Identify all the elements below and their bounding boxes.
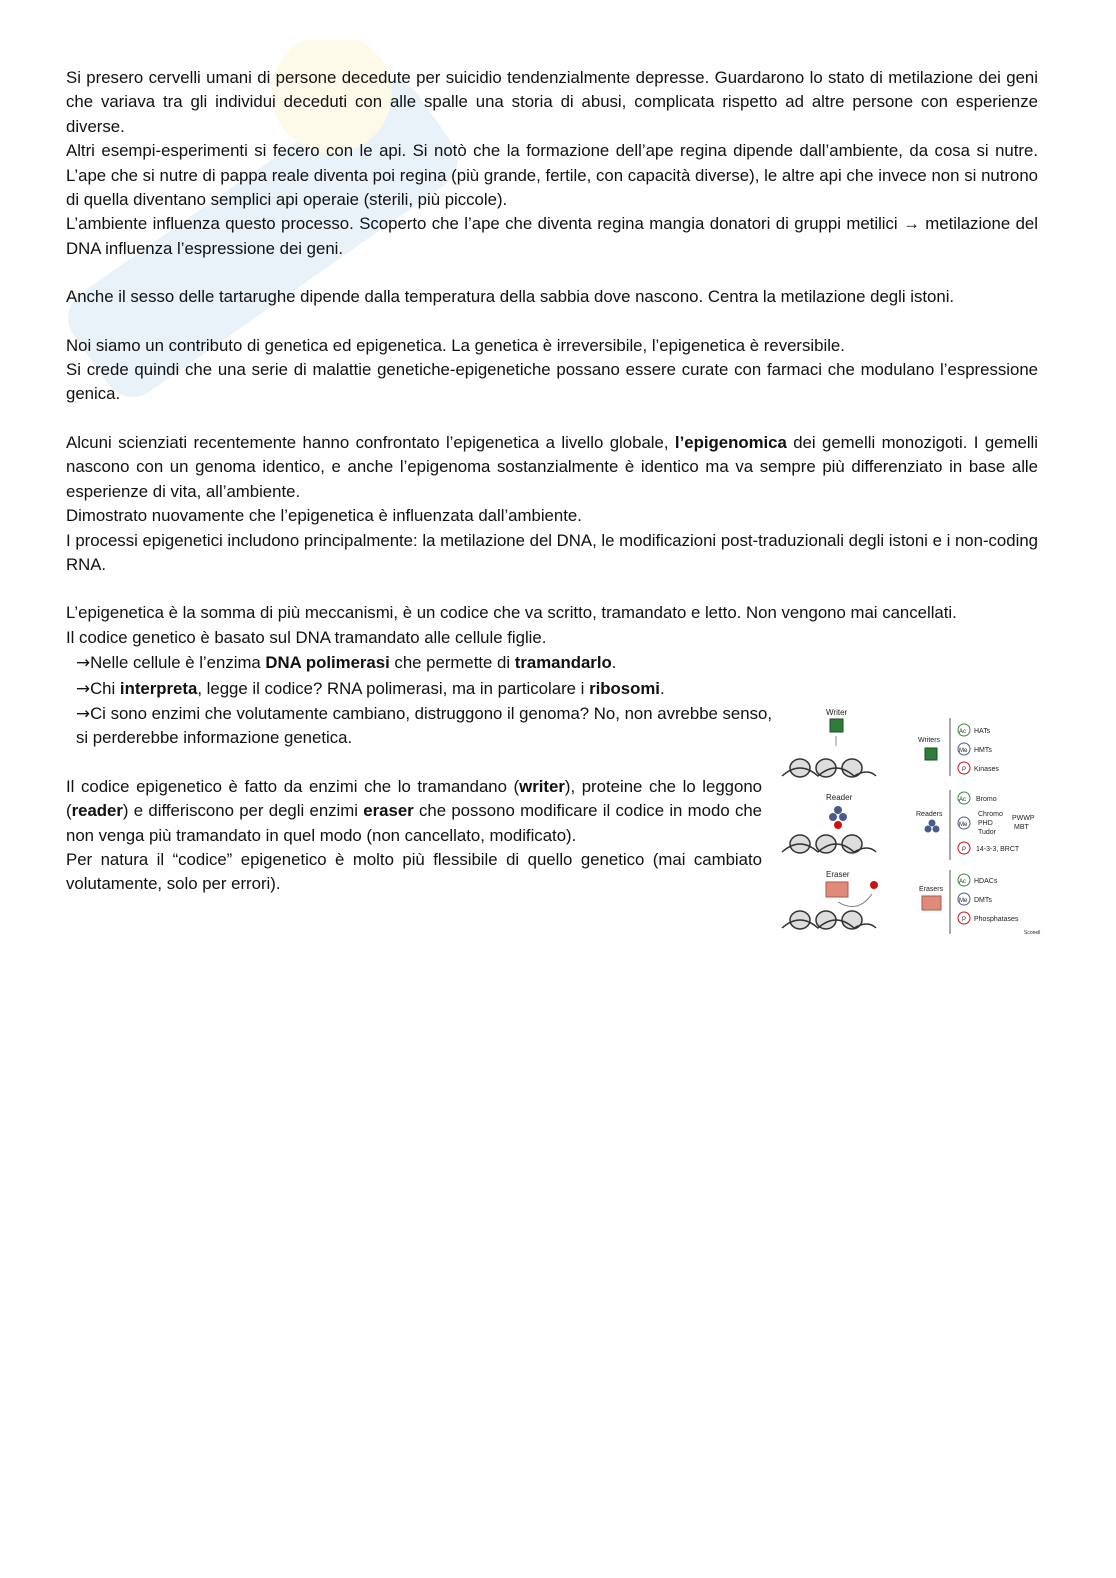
label-erasers: Erasers: [919, 886, 944, 893]
paragraph-processes: I processi epigenetici includono principalmente: la metilazione del DNA, le modificazioni post-traduzionali degli istoni e i non-coding RNA.: [66, 530, 1038, 574]
writer-reader-eraser-figure: [778, 704, 1050, 940]
paragraph-epigenetic-code: Il codice epigenetico è fatto da enzimi che lo tramandano (writer), proteine che lo leggono (reader) e differiscono per degli enzimi eraser che possono modificare il codice in modo che non venga più tramandato in quel modo (non cancellato, modificato).: [66, 776, 762, 845]
svg-text:Me: Me: [959, 898, 968, 904]
nucleosomes-reader-icon: [782, 835, 876, 853]
label-writers: Writers: [918, 737, 941, 744]
eraser-mark-icon: [870, 881, 878, 889]
bullet-ribosomes: →Chi interpreta, legge il codice? RNA polimerasi, ma in particolare i ribosomi.: [76, 677, 665, 698]
arrow-right-icon: →: [76, 677, 91, 698]
label-hdacs: HDACs: [974, 878, 998, 885]
reader-mark-icon: [834, 821, 842, 829]
label-brct: 14-3-3, BRCT: [976, 846, 1020, 853]
arrow-right-icon: →: [76, 702, 91, 723]
label-chromo: Chromo: [978, 811, 1003, 818]
eraser-enzyme-icon: [826, 882, 848, 897]
label-reader: Reader: [826, 793, 853, 802]
bullet-enzymes-genome: →Ci sono enzimi che volutamente cambiano, distruggono il genoma? No, non avrebbe senso, si perderebbe informazione genetica.: [76, 702, 772, 748]
readers-icon: [925, 820, 940, 833]
svg-text:P: P: [962, 917, 967, 923]
figure-svg: [778, 704, 1050, 940]
paragraph-diseases: Si crede quindi che una serie di malattie genetiche-epigenetiche possano essere curate con farmaci che modulano l’espressione genica.: [66, 360, 1038, 404]
paragraph-twins: Alcuni scienziati recentemente hanno confrontato l’epigenetica a livello globale, l’epigenomica dei gemelli monozigoti. I gemelli nascono con un genoma identico, e anche l’epigenoma sostanzialmente è identico ma va sempre più differenziato in base alle esperienze di vita, all’ambiente.: [66, 432, 1039, 501]
reader-protein-icon: [829, 806, 847, 821]
svg-text:Ac: Ac: [959, 879, 967, 885]
paragraph-genetic-code: Il codice genetico è basato sul DNA tramandato alle cellule figlie.: [66, 627, 547, 647]
nucleosomes-writer-icon: [782, 759, 876, 777]
svg-text:P: P: [962, 767, 967, 773]
label-readers: Readers: [916, 811, 943, 818]
svg-text:Ac: Ac: [959, 729, 967, 735]
svg-text:P: P: [962, 847, 967, 853]
label-tudor: Tudor: [978, 829, 997, 836]
label-phosphatases: Phosphatases: [974, 916, 1019, 923]
erasers-icon: [922, 896, 941, 910]
arrow-right-icon: →: [76, 652, 91, 673]
figure-credit: Sconell: [1024, 930, 1041, 936]
svg-text:Ac: Ac: [959, 797, 967, 803]
bullet-dna-polymerase: →Nelle cellule è l’enzima DNA polimerasi che permette di tramandarlo.: [76, 652, 617, 673]
paragraph-genetics-epigenetics: Noi siamo un contributo di genetica ed epigenetica. La genetica è irreversibile, l’epigenetica è reversibile.: [66, 335, 845, 355]
label-hats: HATs: [974, 728, 991, 735]
paragraph-demonstrated: Dimostrato nuovamente che l’epigenetica è influenzata dall’ambiente.: [66, 506, 582, 526]
nucleosomes-eraser-icon: [782, 911, 876, 929]
paragraph-environment: L’ambiente influenza questo processo. Scoperto che l’ape che diventa regina mangia donatori di gruppi metilici → metilazione del DNA influenza l’espressione dei geni.: [66, 214, 1038, 258]
svg-text:Me: Me: [959, 748, 968, 754]
writer-enzyme-icon: [830, 719, 843, 732]
label-kinases: Kinases: [974, 766, 999, 773]
svg-text:Me: Me: [959, 822, 968, 828]
label-bromo: Bromo: [976, 796, 997, 803]
paragraph-nature-code: Per natura il “codice” epigenetico è molto più flessibile di quello genetico (mai cambiato volutamente, solo per errori).: [66, 849, 762, 894]
label-eraser: Eraser: [826, 870, 850, 879]
label-pwwp: PWWP: [1012, 815, 1035, 822]
label-hmts: HMTs: [974, 747, 992, 754]
epigenomica-term: l’epigenomica: [674, 432, 787, 452]
label-phd: PHD: [978, 820, 993, 827]
label-writer: Writer: [826, 708, 848, 717]
paragraph-sum-mechanisms: L’epigenetica è la somma di più meccanismi, è un codice che va scritto, tramandato e letto. Non vengono mai cancellati.: [66, 603, 957, 623]
writers-icon: [925, 748, 937, 760]
label-dmts: DMTs: [974, 897, 992, 904]
paragraph-bees: Altri esempi-esperimenti si fecero con le api. Si notò che la formazione dell’ape regina dipende dall’ambiente, da cosa si nutre. L’ape che si nutre di pappa reale diventa poi regina (più grande, fertile, con capacità diverse), le altre api che invece non si nutrono di quella diventano semplici api operaie (sterili, più piccole).: [66, 141, 1038, 210]
label-mbt: MBT: [1014, 824, 1029, 831]
paragraph-suicide-study: Si presero cervelli umani di persone decedute per suicidio tendenzialmente depresse. Guardarono lo stato di metilazione dei geni che variava tra gli individui deceduti con alle spalle una storia di abusi, complicata rispetto ad altre persone con esperienze diverse.: [66, 68, 1038, 136]
paragraph-turtles: Anche il sesso delle tartarughe dipende dalla temperatura della sabbia dove nascono. Centra la metilazione degli istoni.: [66, 287, 955, 307]
